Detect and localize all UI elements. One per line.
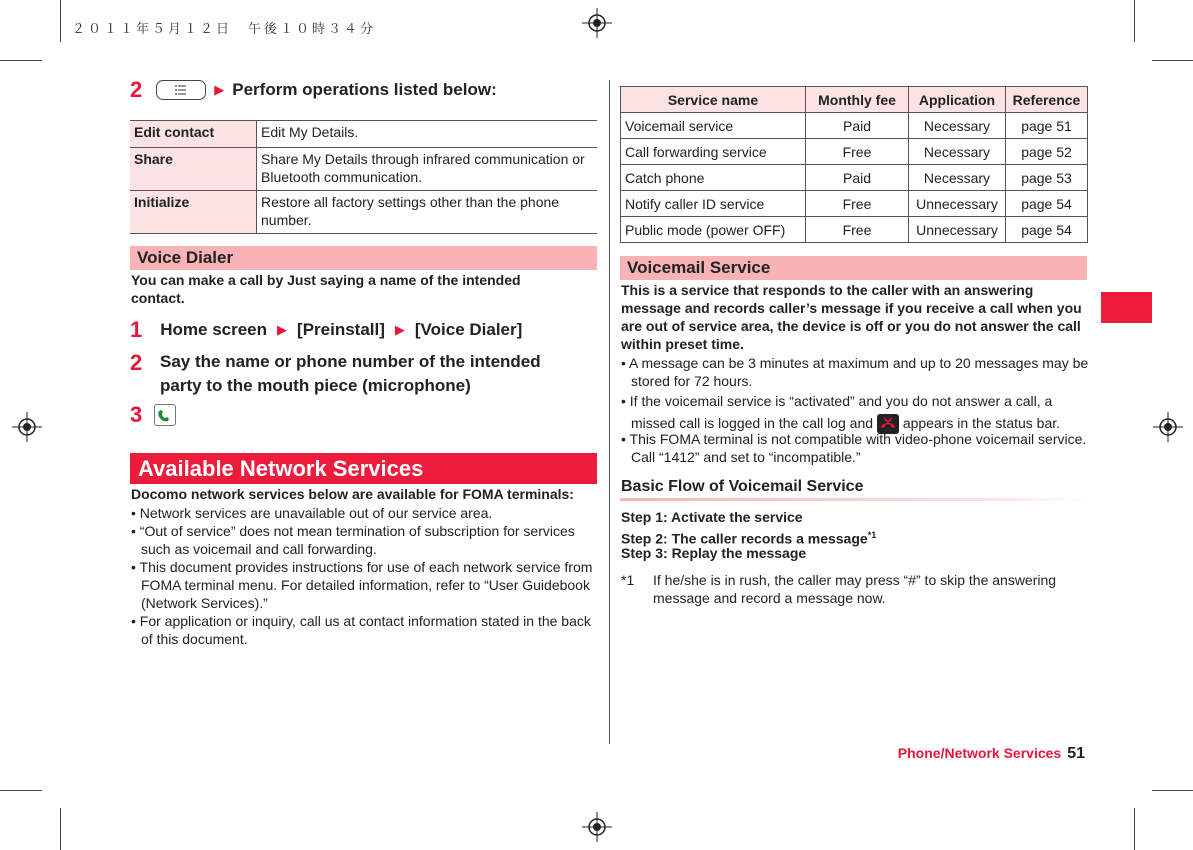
- crop-mark: [60, 808, 61, 850]
- page-footer: [898, 745, 1085, 763]
- table-cell: Free: [806, 191, 909, 217]
- table-cell: Necessary: [909, 139, 1006, 165]
- table-cell: Free: [806, 139, 909, 165]
- operation-key: Edit contact: [130, 121, 257, 148]
- list-item: • For application or inquiry, call us at contact information stated in the back of this document.: [131, 613, 591, 647]
- step-number: 2: [130, 350, 143, 375]
- operation-value: Restore all factory settings other than the phone number.: [257, 191, 598, 234]
- table-row: [621, 217, 1088, 243]
- table-row: [130, 148, 597, 191]
- table-cell: Free: [806, 217, 909, 243]
- step-number: 1: [130, 317, 143, 342]
- voicemail-intro: This is a service that responds to the caller with an answering message and records caller’s message if you receive a call when you are out of service area, the device is off or you do not answer the call within preset time.: [621, 282, 1082, 352]
- voice-dialer-step-3: [130, 402, 176, 428]
- operations-table: [130, 120, 597, 234]
- list-item: • This FOMA terminal is not compatible with video-phone voicemail service. Call “1412” and set to “incompatible.”: [621, 431, 1087, 465]
- list-item: • Network services are unavailable out of our service area.: [131, 505, 493, 521]
- table-cell: page 54: [1006, 191, 1088, 217]
- crop-mark: [1152, 790, 1193, 791]
- crop-mark: [0, 790, 42, 791]
- table-row: [621, 191, 1088, 217]
- footnote-text: If he/she is in rush, the caller may press “#” to skip the answering message and record a message now.: [653, 572, 1057, 606]
- table-cell: Call forwarding service: [621, 139, 806, 165]
- table-cell: page 53: [1006, 165, 1088, 191]
- table-cell: Unnecessary: [909, 217, 1006, 243]
- service-table: [620, 86, 1088, 243]
- crop-mark: [0, 60, 42, 61]
- table-header-row: [621, 87, 1088, 113]
- table-cell: page 51: [1006, 113, 1088, 139]
- flow-heading-underline: [620, 498, 1086, 501]
- flow-step: Step 1: Activate the service: [621, 509, 803, 525]
- menu-key-icon: [156, 80, 206, 100]
- crop-mark: [1134, 808, 1135, 850]
- available-services-intro: Docomo network services below are available for FOMA terminals:: [131, 486, 574, 502]
- column-header: Reference: [1006, 87, 1088, 113]
- table-cell: Catch phone: [621, 165, 806, 191]
- voice-dialer-intro: You can make a call by Just saying a name of the intended contact.: [131, 272, 521, 306]
- crop-mark: [1152, 60, 1193, 61]
- voice-dialer-step-1: [130, 317, 522, 343]
- table-cell: Necessary: [909, 113, 1006, 139]
- registration-mark-icon: [582, 812, 612, 842]
- step-text: [Preinstall]: [297, 320, 385, 339]
- table-cell: page 54: [1006, 217, 1088, 243]
- crop-mark: [1134, 0, 1135, 42]
- arrow-right-icon: ▶: [277, 322, 288, 337]
- list-item: • If the voicemail service is “activated” and you do not answer a call, a missed call is logged in the call log and appears in the status bar.: [621, 390, 1097, 434]
- crop-mark: [60, 0, 61, 42]
- flow-heading: Basic Flow of Voicemail Service: [621, 478, 864, 495]
- page-number: 51: [1067, 745, 1085, 762]
- table-cell: Paid: [806, 165, 909, 191]
- arrow-right-icon: ▶: [214, 82, 225, 97]
- table-row: [130, 121, 597, 148]
- available-services-heading: Available Network Services: [130, 453, 597, 484]
- table-row: [621, 165, 1088, 191]
- step-instruction: Perform operations listed below:: [232, 80, 497, 99]
- flow-step: Step 3: Replay the message: [621, 545, 807, 561]
- table-cell: page 52: [1006, 139, 1088, 165]
- table-row: [130, 191, 597, 234]
- operation-key: Initialize: [130, 191, 257, 234]
- step-number: 2: [130, 77, 143, 102]
- voice-dialer-heading: Voice Dialer: [130, 246, 597, 270]
- table-cell: Public mode (power OFF): [621, 217, 806, 243]
- flow-step: Step 2: The caller records a message$^{*1}$: [621, 530, 877, 547]
- footer-section: Phone/Network Services: [897, 745, 1062, 761]
- call-key-icon: [154, 404, 176, 426]
- column-header: Monthly fee: [806, 87, 909, 113]
- step-number: 3: [130, 402, 143, 427]
- registration-mark-icon: [1153, 412, 1183, 442]
- table-row: [621, 139, 1088, 165]
- column-header: Service name: [621, 87, 806, 113]
- registration-mark-icon: [582, 8, 612, 38]
- table-cell: Unnecessary: [909, 191, 1006, 217]
- print-timestamp: ２０１１年５月１２日 午後１０時３４分: [72, 22, 377, 37]
- operation-value: Share My Details through infrared communication or Bluetooth communication.: [257, 148, 598, 191]
- operation-value: Edit My Details.: [257, 121, 598, 148]
- footnote-mark: *1: [621, 572, 635, 588]
- table-row: [621, 113, 1088, 139]
- table-cell: Necessary: [909, 165, 1006, 191]
- registration-mark-icon: [12, 412, 42, 442]
- list-item: • “Out of service” does not mean termination of subscription for services such as voicemail and call forwarding.: [131, 523, 575, 557]
- table-cell: Paid: [806, 113, 909, 139]
- list-item: • A message can be 3 minutes at maximum and up to 20 messages may be stored for 72 hours.: [621, 355, 1089, 389]
- voicemail-heading: Voicemail Service: [620, 256, 1087, 280]
- chapter-tab: [1101, 292, 1152, 323]
- step-text: Home screen: [160, 320, 268, 339]
- step-text: [Voice Dialer]: [414, 320, 523, 339]
- arrow-right-icon: ▶: [394, 322, 405, 337]
- column-divider: [609, 80, 610, 744]
- column-header: Application: [909, 87, 1006, 113]
- operation-key: Share: [130, 148, 257, 191]
- step-text: Say the name or phone number of the intended party to the mouth piece (microphone): [160, 352, 541, 395]
- table-cell: Voicemail service: [621, 113, 806, 139]
- step-2-operations: [130, 77, 497, 103]
- list-item: • This document provides instructions for use of each network service from FOMA terminal menu. For detailed information, refer to “User Guidebook (Network Services).”: [131, 559, 593, 611]
- table-cell: Notify caller ID service: [621, 191, 806, 217]
